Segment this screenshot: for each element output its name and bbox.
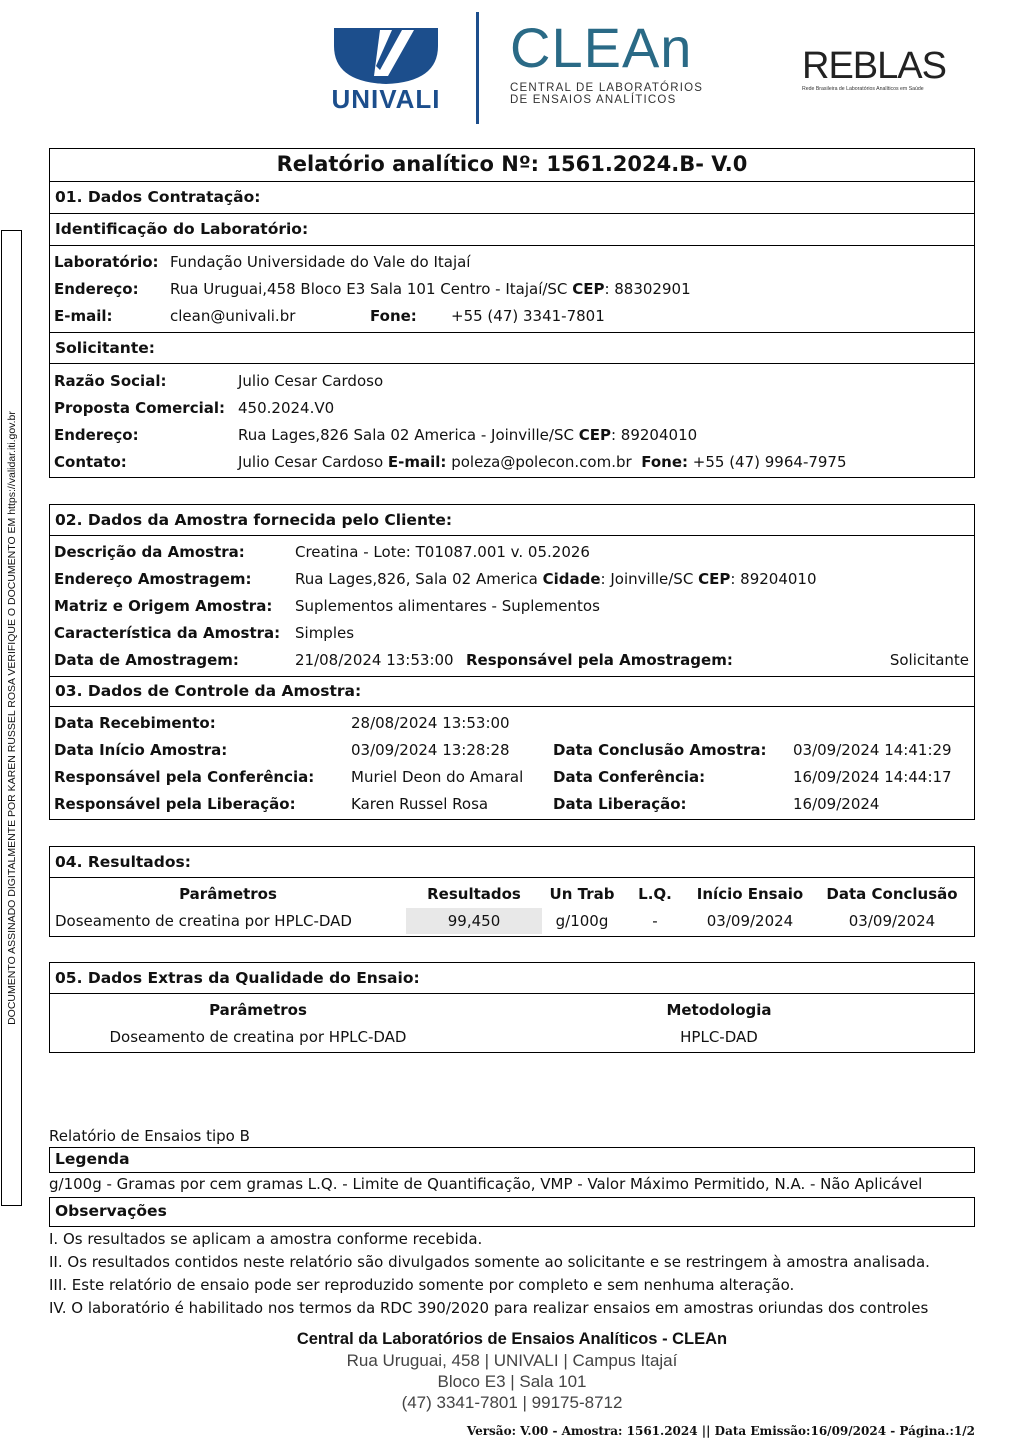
- footer-phone: (47) 3341-7801 | 99175-8712: [401, 1393, 623, 1412]
- endam-line: [295, 570, 817, 588]
- lab-email-label: E-mail:: [54, 307, 113, 325]
- univali-wordmark: UNIVALI: [331, 84, 441, 114]
- conf-label: Responsável pela Conferência:: [54, 768, 315, 786]
- section-05-quality: [49, 962, 975, 1053]
- sol-cep-label: CEP: [578, 426, 611, 444]
- col-lq-header: L.Q.: [638, 885, 672, 903]
- lab-cep-value: : 88302901: [604, 280, 691, 298]
- dconf-label: Data Conferência:: [553, 768, 706, 786]
- lab-cep-label: CEP: [572, 280, 605, 298]
- lab-value: Fundação Universidade do Vale do Itajaí: [170, 253, 471, 271]
- inicio-value: 03/09/2024 13:28:28: [351, 741, 510, 759]
- legenda-box: [49, 1147, 975, 1173]
- result-concl: 03/09/2024: [848, 912, 936, 930]
- result-lq: -: [652, 912, 658, 930]
- desc-label: Descrição da Amostra:: [54, 543, 245, 561]
- cidade-value: : Joinville/SC: [600, 570, 694, 588]
- obs-item: IV. O laboratório é habilitado nos termos da RDC 390/2020 para realizar ensaios em amostras oriundas dos controles: [49, 1299, 929, 1317]
- footer-version: Versão: V.00 - Amostra: 1561.2024 || Data Emissão:16/09/2024 - Página.:1/2: [466, 1424, 975, 1438]
- matriz-value: Suplementos alimentares - Suplementos: [295, 597, 600, 615]
- section-03-header-wrap: [50, 676, 974, 707]
- sol-address: [238, 426, 697, 444]
- section-03-header: 03. Dados de Controle da Amostra:: [55, 682, 362, 700]
- conf-value: Muriel Deon do Amaral: [351, 768, 524, 786]
- resp-amostragem-label: Responsável pela Amostragem:: [466, 651, 733, 669]
- col-result-header: Resultados: [427, 885, 521, 903]
- col-inicio-header: Início Ensaio: [696, 885, 804, 903]
- lab-address-label: Endereço:: [54, 280, 139, 298]
- lab-address: [170, 280, 691, 298]
- section-01-header: 01. Dados Contratação:: [50, 182, 974, 214]
- lab-label: Laboratório:: [54, 253, 159, 271]
- dlib-value: 16/09/2024: [793, 795, 880, 813]
- obs-item: III. Este relatório de ensaio pode ser reproduzido somente por completo e sem nenhuma alteração.: [49, 1276, 795, 1294]
- lib-value: Karen Russel Rosa: [351, 795, 489, 813]
- concl-value: 03/09/2024 14:41:29: [793, 741, 952, 759]
- quality-param: Doseamento de creatina por HPLC-DAD: [109, 1028, 407, 1046]
- clean-wordmark: CLEAn: [510, 16, 693, 79]
- receb-label: Data Recebimento:: [54, 714, 216, 732]
- digital-signature-sidebar: [1, 230, 22, 1206]
- amostra-cep-value: : 89204010: [730, 570, 817, 588]
- lab-fone-value: +55 (47) 3341-7801: [451, 307, 605, 325]
- obs-item: II. Os resultados contidos neste relatório são divulgados somente ao solicitante e se restringem à amostra analisada.: [49, 1253, 930, 1271]
- section-05-header: 05. Dados Extras da Qualidade do Ensaio:: [50, 963, 974, 994]
- footer-block: Bloco E3 | Sala 101: [437, 1372, 587, 1391]
- univali-logo: [322, 26, 450, 112]
- desc-value: Creatina - Lote: T01087.001 v. 05.2026: [295, 543, 590, 561]
- report-title: Relatório analítico Nº: 1561.2024.B- V.0: [276, 152, 748, 176]
- lab-identification-header: Identificação do Laboratório:: [50, 214, 974, 246]
- clean-logo: [510, 18, 710, 118]
- resp-amostragem-value: Solicitante: [889, 651, 969, 669]
- legenda-header: Legenda: [55, 1150, 130, 1168]
- sol-address-label: Endereço:: [54, 426, 139, 444]
- col-param-header: Parâmetros: [179, 885, 277, 903]
- result-param: Doseamento de creatina por HPLC-DAD: [55, 912, 352, 930]
- razao-label: Razão Social:: [54, 372, 167, 390]
- obs-item: I. Os resultados se aplicam a amostra conforme recebida.: [49, 1230, 483, 1248]
- reblas-subtitle: Rede Brasileira de Laboratórios Analíticos em Saúde: [802, 86, 924, 92]
- matriz-label: Matriz e Origem Amostra:: [54, 597, 273, 615]
- lab-fone-label: Fone:: [370, 307, 417, 325]
- report-title-box: [49, 148, 975, 182]
- cidade-label: Cidade: [542, 570, 601, 588]
- solicitante-header: Solicitante:: [55, 339, 155, 357]
- proposta-label: Proposta Comercial:: [54, 399, 225, 417]
- result-inicio: 03/09/2024: [706, 912, 794, 930]
- section-02: [49, 504, 975, 820]
- data-amostragem-value: 21/08/2024 13:53:00: [295, 651, 454, 669]
- solicitante-header-wrap: [50, 332, 974, 364]
- dlib-label: Data Liberação:: [553, 795, 687, 813]
- contato-email-label: E-mail:: [387, 453, 447, 471]
- result-unit: g/100g: [555, 912, 609, 930]
- lab-address-value: Rua Uruguai,458 Bloco E3 Sala 101 Centro - Itajaí/SC: [170, 280, 568, 298]
- section-02-header: 02. Dados da Amostra fornecida pelo Cliente:: [50, 505, 974, 536]
- dconf-value: 16/09/2024 14:44:17: [793, 768, 952, 786]
- footer-lab-name: Central da Laboratórios de Ensaios Analíticos - CLEAn: [296, 1330, 728, 1348]
- endam-label: Endereço Amostragem:: [54, 570, 252, 588]
- section-01: [49, 181, 975, 478]
- quality-metod: HPLC-DAD: [680, 1028, 758, 1046]
- contato-fone-value: +55 (47) 9964-7975: [692, 453, 847, 471]
- digital-signature-text: DOCUMENTO ASSINADO DIGITALMENTE POR KAREN RUSSEL ROSA VERIFIQUE O DOCUMENTO EM https://validar.iti.gov.br: [5, 411, 18, 1025]
- col-metod-header: Metodologia: [666, 1001, 772, 1019]
- carac-value: Simples: [295, 624, 355, 642]
- logo-divider: [476, 12, 479, 124]
- section-04-header: 04. Resultados:: [50, 847, 974, 878]
- reblas-wordmark: REBLAS: [802, 45, 946, 87]
- footer-address: Rua Uruguai, 458 | UNIVALI | Campus Itajaí: [346, 1351, 678, 1370]
- clean-subtitle-2: DE ENSAIOS ANALÍTICOS: [510, 94, 677, 106]
- amostra-cep-label: CEP: [698, 570, 731, 588]
- data-amostragem-label: Data de Amostragem:: [54, 651, 239, 669]
- reblas-logo: [802, 46, 962, 96]
- contato-label: Contato:: [54, 453, 127, 471]
- section-04-results: [49, 846, 975, 937]
- lab-email-value: clean@univali.br: [170, 307, 296, 325]
- contato-line: [238, 453, 847, 471]
- col-concl-header: Data Conclusão: [826, 885, 958, 903]
- inicio-label: Data Início Amostra:: [54, 741, 228, 759]
- contato-email-value: poleza@polecon.com.br: [451, 453, 632, 471]
- observacoes-box: [49, 1197, 975, 1227]
- col-un-header: Un Trab: [549, 885, 615, 903]
- result-value: 99,450: [406, 908, 542, 934]
- proposta-value: 450.2024.V0: [238, 399, 335, 417]
- observacoes-header: Observações: [55, 1202, 167, 1220]
- receb-value: 28/08/2024 13:53:00: [351, 714, 510, 732]
- carac-label: Característica da Amostra:: [54, 624, 281, 642]
- endam-value: Rua Lages,826, Sala 02 America: [295, 570, 538, 588]
- razao-value: Julio Cesar Cardoso: [238, 372, 384, 390]
- sol-address-value: Rua Lages,826 Sala 02 America - Joinville/SC: [238, 426, 574, 444]
- univali-shield-icon: [322, 26, 450, 86]
- legenda-text: g/100g - Gramas por cem gramas L.Q. - Limite de Quantificação, VMP - Valor Máximo Permitido, N.A. - Não Aplicável: [49, 1175, 923, 1193]
- sol-cep-value: : 89204010: [610, 426, 698, 444]
- clean-subtitle-1: CENTRAL DE LABORATÓRIOS: [510, 82, 704, 94]
- contato-fone-label: Fone:: [641, 453, 688, 471]
- col-param5-header: Parâmetros: [209, 1001, 307, 1019]
- concl-label: Data Conclusão Amostra:: [553, 741, 767, 759]
- lib-label: Responsável pela Liberação:: [54, 795, 296, 813]
- report-type: Relatório de Ensaios tipo B: [49, 1127, 250, 1145]
- contato-value: Julio Cesar Cardoso: [238, 453, 384, 471]
